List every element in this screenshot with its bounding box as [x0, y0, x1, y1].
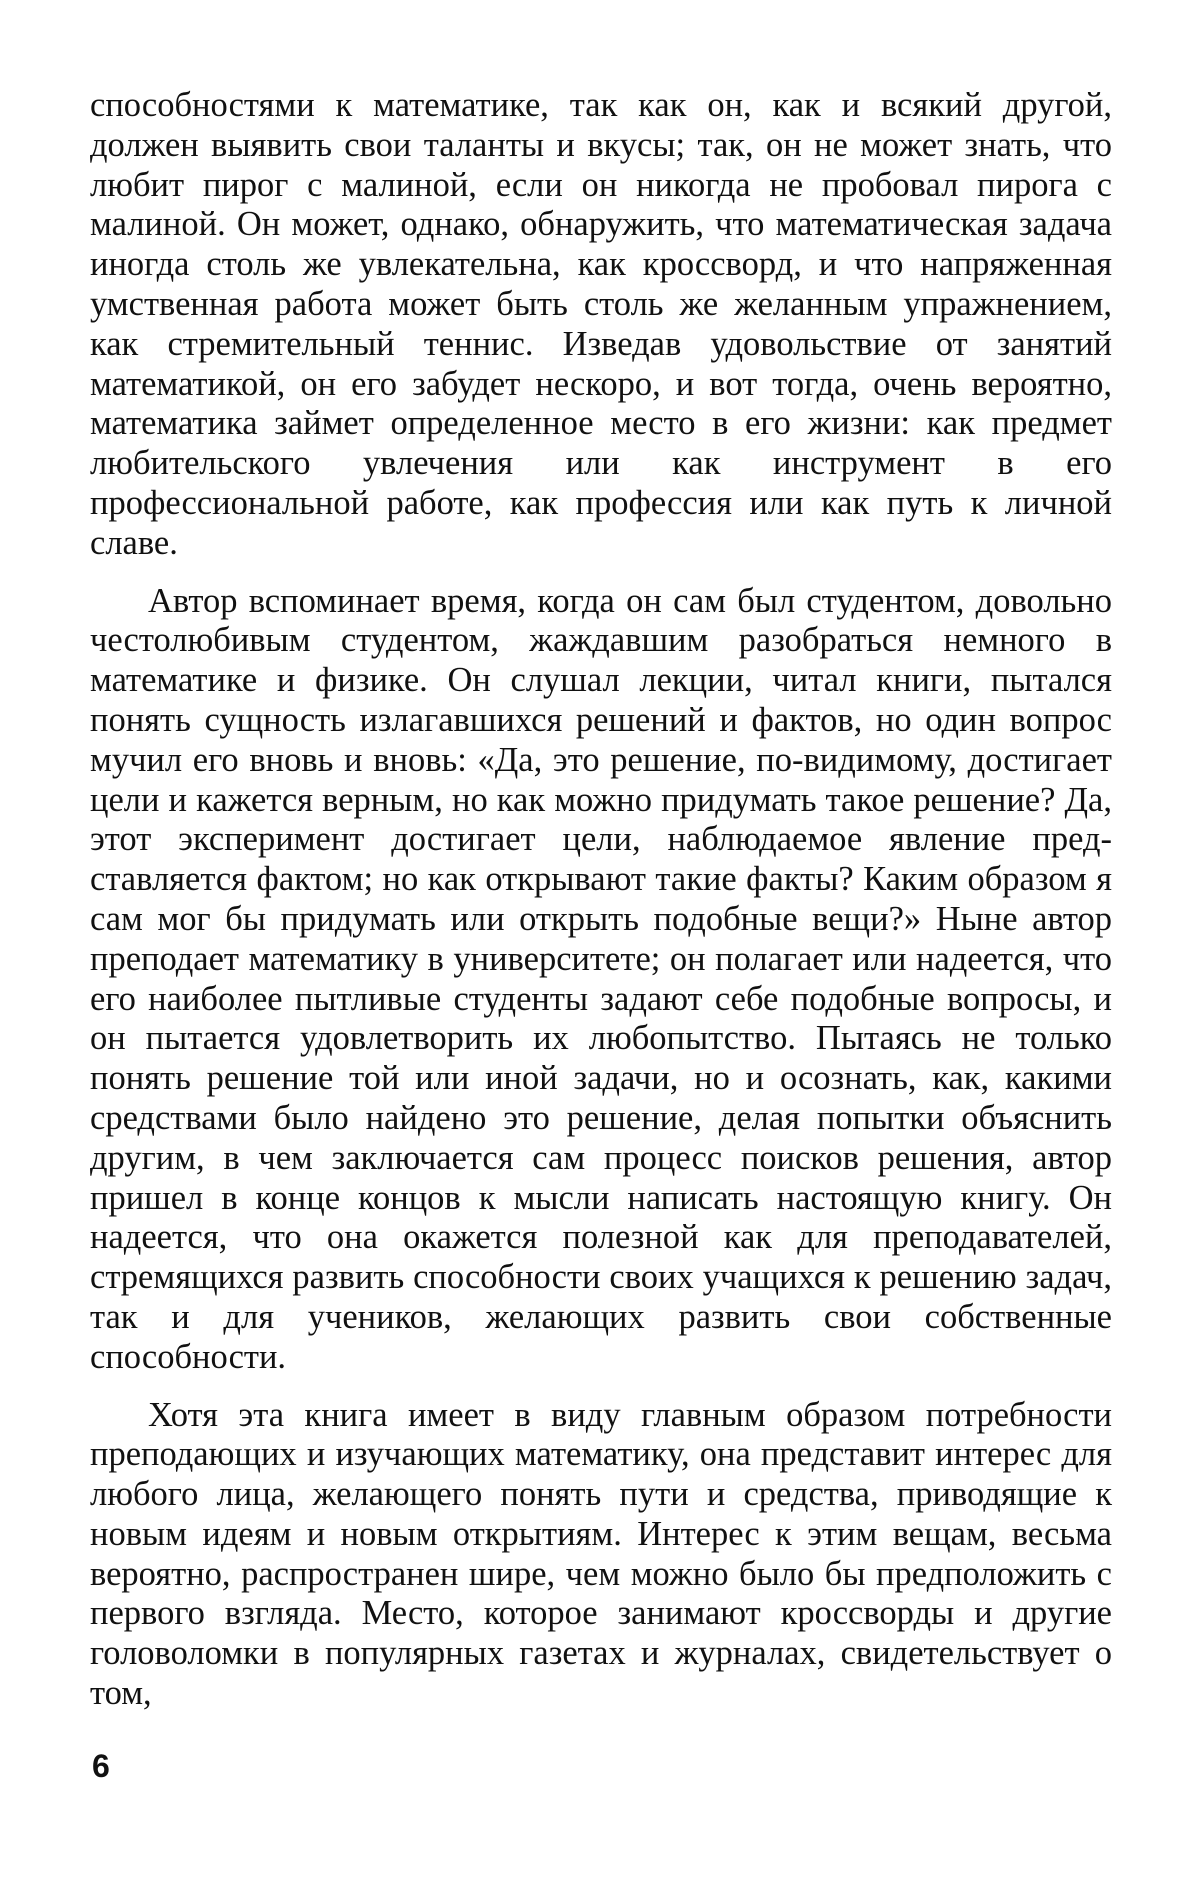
paragraph-author-memory: Автор вспоминает время, когда он сам был студентом, довольно честолюбивым студентом, жаждавшим разобраться немного в математике и физике. Он слушал лекции, читал книги, пытался понять сущность излагавшихся решений и фактов, но один вопрос мучил его вновь и вновь: «Да, это решение, по-видимому, достигает цели и кажется верным, но как можно придумать такое решение? Да, этот эксперимент достигает цели, наблюдаемое явление представляется фактом; но как открывают такие факты? Каким образом я сам мог бы придумать или открыть подобные вещи?» Ныне автор преподает математику в университете; он полагает или надеется, что его наиболее пытливые студенты задают себе подобные вопросы, и он пытается удовлетворить их любопытство. Пытаясь не только понять решение той или иной задачи, но и осознать, как, какими средствами было найдено это решение, делая попытки объяснить другим, в чем заключается сам процесс поисков решения, автор пришел в конце концов к мысли написать настоящую книгу. Он надеется, что она окажется полезной как для преподавателей, стремящихся развить способности своих учащихся к решению задач, так и для учеников, желающих развить свои собственные способности. — [90, 581, 1112, 1376]
paragraph-continuation: способностями к математике, так как он, как и всякий другой, должен выявить свои таланты и вкусы; так, он не может знать, что любит пирог с малиной, если он никогда не пробовал пирога с малиной. Он может, однако, обнаружить, что математическая задача иногда столь же увлекательна, как кроссворд, и что напряженная умственная работа может быть столь же желанным упражнением, как стремительный теннис. Изведав удовольствие от занятий математикой, он его забудет нескоро, и вот тогда, очень вероятно, математика займет определенное место в его жизни: как предмет любительского увлечения или как инструмент в его профессиональной работе, как профессия или как путь к личной славе. — [90, 86, 1112, 562]
page-number: 6 — [92, 1748, 110, 1784]
paragraph-book-purpose: Хотя эта книга имеет в виду главным образом потребности преподающих и изучающих математику, она представит интерес для любого лица, желающего понять пути и средства, приводящие к новым идеям и новым открытиям. Интерес к этим вещам, весьма вероятно, распространен шире, чем можно было бы предположить с первого взгляда. Место, которое занимают кроссворды и другие головоломки в популярных газетах и журналах, свидетельствует о том, — [90, 1395, 1112, 1713]
page-body — [90, 86, 1112, 1714]
